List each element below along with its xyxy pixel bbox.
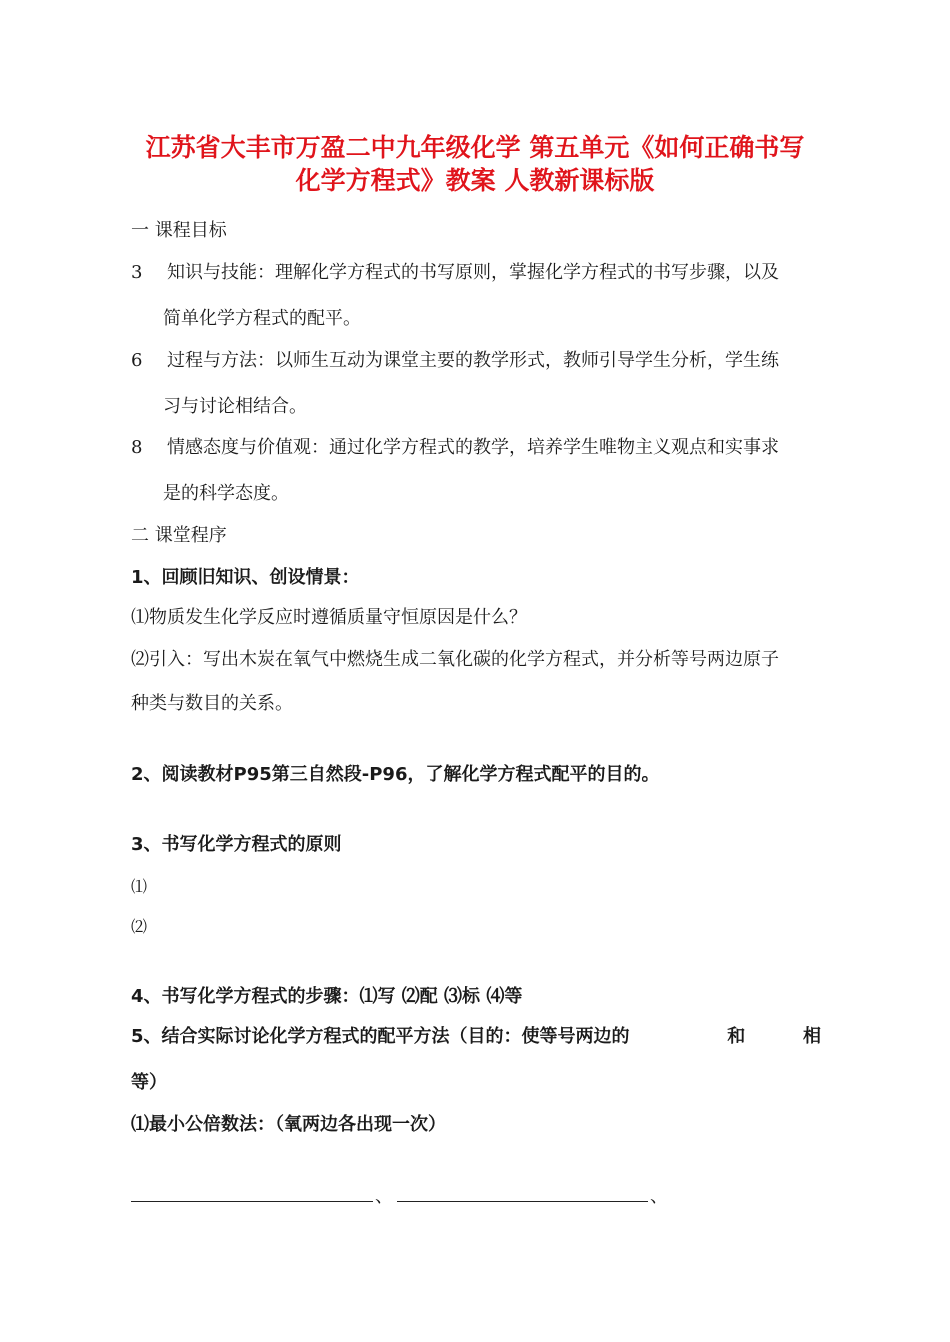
principle-2: ⑵: [131, 917, 148, 936]
step-5-and: 和: [727, 1026, 746, 1047]
goal-item-1-cont: 简单化学方程式的配平。: [163, 308, 361, 329]
goal-item-2: [131, 349, 779, 373]
step-5-cont: 等）: [131, 1072, 167, 1093]
method-1-heading: ⑴最小公倍数法：（氧两边各出现一次）: [131, 1114, 446, 1135]
question-2: ⑵引入：写出木炭在氧气中燃烧生成二氧化碳的化学方程式，并分析等号两边原子: [131, 649, 779, 670]
goal-item-2-cont: 习与讨论相结合。: [163, 396, 307, 417]
step-2-heading: 2、阅读教材P95第三自然段-P96，了解化学方程式配平的目的。: [131, 764, 660, 785]
goal-number: 8: [131, 437, 143, 458]
goal-text: 知识与技能：理解化学方程式的书写原则，掌握化学方程式的书写步骤，以及: [167, 262, 779, 283]
principle-1: ⑴: [131, 877, 148, 896]
step-4-heading: 4、书写化学方程式的步骤：⑴写 ⑵配 ⑶标 ⑷等: [131, 986, 523, 1007]
step-5-text: 5、结合实际讨论化学方程式的配平方法（目的：使等号两边的: [131, 1026, 630, 1047]
section-heading-procedure: 二 课堂程序: [131, 525, 227, 546]
answer-blank-1[interactable]: [131, 1201, 373, 1202]
goal-item-3-cont: 是的科学态度。: [163, 483, 289, 504]
goal-text: 情感态度与价值观：通过化学方程式的教学，培养学生唯物主义观点和实事求: [167, 437, 779, 458]
goal-number: 6: [131, 350, 143, 371]
answer-blank-2[interactable]: [397, 1201, 648, 1202]
step-3-heading: 3、书写化学方程式的原则: [131, 834, 342, 855]
goal-item-3: [131, 436, 779, 460]
step-5-heading: [131, 1025, 821, 1049]
question-2-cont: 种类与数目的关系。: [131, 693, 293, 714]
section-heading-goals: 一 课程目标: [131, 220, 227, 241]
step-5-xiang: 相: [803, 1026, 821, 1047]
step-1-heading: 1、回顾旧知识、创设情景：: [131, 567, 360, 588]
goal-text: 过程与方法：以师生互动为课堂主要的教学形式，教师引导学生分析，学生练: [167, 350, 779, 371]
blank-separator-2: 、: [650, 1186, 668, 1207]
title-line-1: 江苏省大丰市万盈二中九年级化学 第五单元《如何正确书写: [145, 133, 805, 162]
document-title: [110, 133, 840, 196]
goal-item-1: [131, 261, 779, 285]
goal-number: 3: [131, 262, 143, 283]
question-1: ⑴物质发生化学反应时遵循质量守恒原因是什么？: [131, 607, 527, 628]
title-line-2: 化学方程式》教案 人教新课标版: [295, 166, 655, 195]
blank-separator-1: 、: [375, 1186, 393, 1207]
